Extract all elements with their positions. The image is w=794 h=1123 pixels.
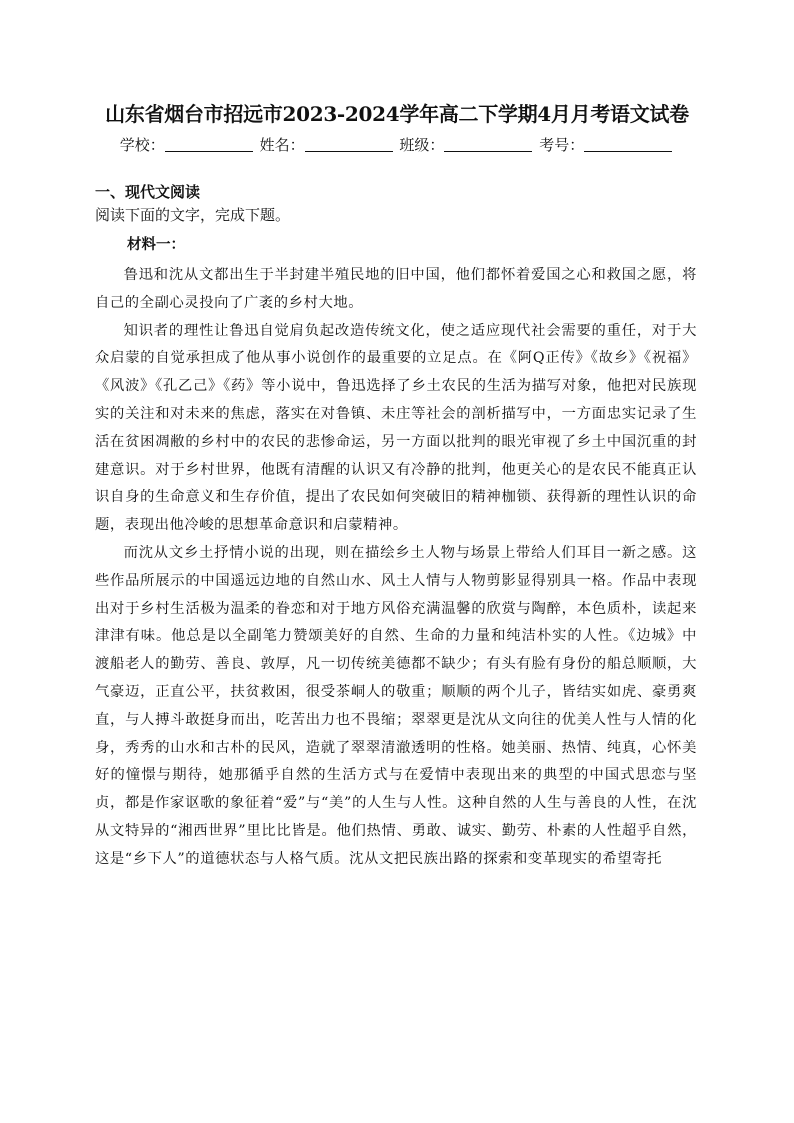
section-heading: 一、现代文阅读 — [95, 183, 201, 201]
student-info-row — [0, 134, 794, 156]
page-title: 山东省烟台市招远市2023-2024学年高二下学期4月月考语文试卷 — [105, 102, 689, 126]
exam-number-label: 考号： — [539, 136, 585, 154]
passage-paragraph: 鲁迅和沈从文都出生于半封建半殖民地的旧中国，他们都怀着爱国之心和救国之愿，将自己的全副心灵投向了广袤的乡村大地。 — [95, 267, 697, 311]
class-blank[interactable] — [444, 135, 532, 152]
name-label: 姓名： — [259, 136, 305, 154]
passage-paragraph: 知识者的理性让鲁迅自觉肩负起改造传统文化，使之适应现代社会需要的重任，对于大众启蒙的自觉承担成了他从事小说创作的最重要的立足点。在《阿Q正传》《故乡》《祝福》《风波》《孔乙己》《药》等小说中，鲁迅选择了乡土农民的生活为描写对象，他把对民族现实的关注和对未来的焦虑，落实在对鲁镇、未庄等社会的剖析描写中，一方面忠实记录了生活在贫困凋敝的乡村中的农民的悲惨命运，另一方面以批判的眼光审视了乡土中国沉重的封建意识。对于乡村世界，他既有清醒的认识又有冷静的批判，他更关心的是农民不能真正认识自身的生命意义和生存价值，提出了农民如何突破旧的精神枷锁、获得新的理性认识的命题，表现出他冷峻的思想革命意识和启蒙精神。 — [95, 322, 697, 534]
school-blank[interactable] — [165, 135, 253, 152]
school-label: 学校： — [119, 136, 165, 154]
exam-number-blank[interactable] — [584, 135, 672, 152]
passage-paragraph: 而沈从文乡土抒情小说的出现，则在描绘乡土人物与场景上带给人们耳目一新之感。这些作品所展示的中国遥远边地的自然山水、风土人情与人物剪影显得别具一格。作品中表现出对于乡村生活极为温柔的眷恋和对于地方风俗充满温馨的欣赏与陶醉，本色质朴，读起来津津有味。他总是以全副笔力赞颂美好的自然、生命的力量和纯洁朴实的人性。《边城》中渡船老人的勤劳、善良、敦厚，凡一切传统美德都不缺少；有头有脸有身份的船总顺顺，大气豪迈，正直公平，扶贫救困，很受茶峒人的敬重；顺顺的两个儿子，皆结实如虎、豪勇爽直，与人搏斗敢挺身而出，吃苦出力也不畏缩；翠翠更是沈从文向往的优美人性与人情的化身，秀秀的山水和古朴的民风，造就了翠翠清澈透明的性格。她美丽、热情、纯真，心怀美好的憧憬与期待，她那循乎自然的生活方式与在爱情中表现出来的典型的中国式思恋与坚贞，都是作家讴歌的象征着“爱”与“美”的人生与人性。这种自然的人生与善良的人性，在沈从文特异的“湘西世界”里比比皆是。他们热情、勇敢、诚实、勤劳、朴素的人性超乎自然，这是“乡下人”的道德状态与人格气质。沈从文把民族出路的探索和变革现实的希望寄托 — [95, 544, 697, 867]
class-label: 班级： — [399, 136, 445, 154]
reading-instruction: 阅读下面的文字，完成下题。 — [95, 206, 291, 224]
name-blank[interactable] — [305, 135, 393, 152]
material-label: 材料一： — [127, 236, 185, 253]
passage-body — [95, 262, 697, 874]
